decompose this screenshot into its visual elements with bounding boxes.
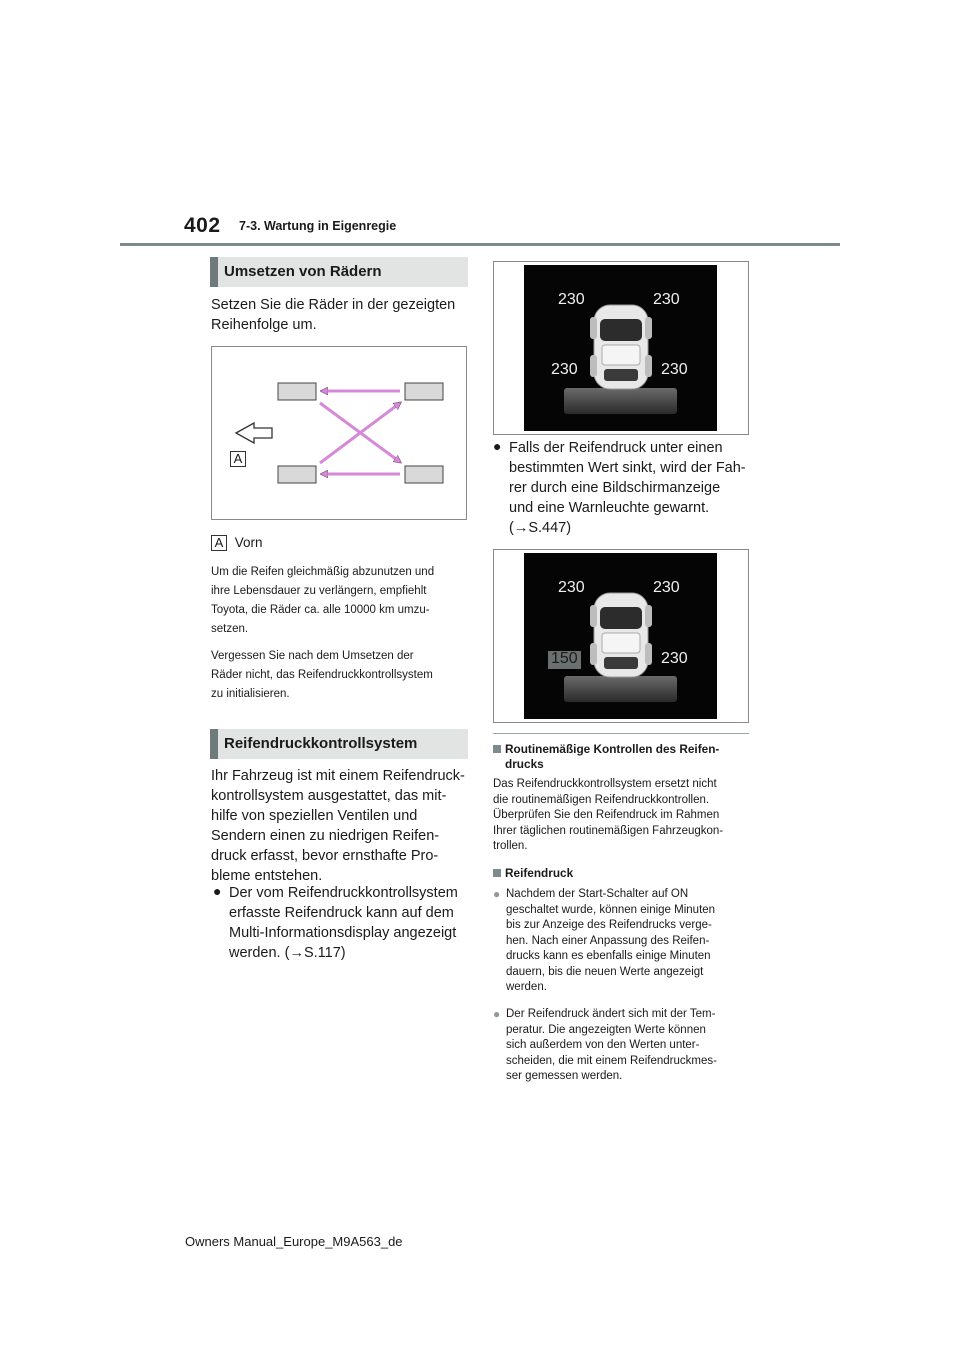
pressure-front-right: 230	[653, 291, 680, 308]
tire-pressure-note-1: Nachdem der Start-Schalter auf ON geschaltet wurde, können einige Minuten bis zur Anzeige des Reifendrucks verge- hen. Nach einer Anpassung des Reifen- drucks kann es ebenfalls einige Minuten dauern, bis die neuen Werte angezeigt werden.	[506, 888, 716, 993]
note-rotation-interval: Um die Reifen gleichmäßig abzunutzen und ihre Lebensdauer zu verlängern, empfiehlt Toyota, die Räder ca. alle 10000 km umzu- setzen.	[211, 566, 435, 635]
bullet-dot: ●	[493, 438, 502, 454]
legend	[211, 533, 263, 553]
wheel-rotation-figure	[211, 346, 467, 520]
figure-label-a: A	[230, 451, 246, 467]
routine-checks-text: Das Reifendruckkontrollsystem ersetzt nicht die routinemäßigen Reifendruckkontrollen. Überprüfen Sie den Reifendruck im Rahmen Ihrer täglichen routinemäßigen Fahrzeugkon- trollen.	[493, 778, 724, 852]
note-initialize: Vergessen Sie nach dem Umsetzen der Räder nicht, das Reifendruckkontrollsystem zu initialisieren.	[211, 650, 433, 700]
intro-line: Setzen Sie die Räder in der gezeigten	[211, 297, 456, 313]
tire-pressure-note-2: Der Reifendruck ändert sich mit der Tem- peratur. Die angezeigten Werte können sich außerdem von den Werten unter- scheiden, die mit einem Reifendruckmes- ser gemessen werden.	[506, 1008, 717, 1082]
pressure-front-left: 230	[558, 579, 585, 596]
warning-bullet: Falls der Reifendruck unter einen bestimmten Wert sinkt, wird der Fah- rer durch eine Bildschirmanzeige und eine Warnleuchte gewarnt. (→S.447)	[509, 440, 746, 536]
car-top-view-icon	[524, 553, 717, 719]
heading-reifendruckkontrollsystem: Reifendruckkontrollsystem	[210, 729, 468, 759]
tpms-intro-paragraph: Ihr Fahrzeug ist mit einem Reifendruck- kontrollsystem ausgestattet, das mit- hilfe von speziellen Ventilen und Sendern einen zu niedrigen Reifen- druck erfasst, bevor ernsthafte Pro- bleme entstehen.	[211, 768, 465, 884]
wheel-rear-left	[278, 466, 316, 483]
pressure-rear-left-low: 150	[551, 650, 578, 667]
header-rule	[120, 243, 840, 246]
pressure-front-right: 230	[653, 579, 680, 596]
legend-text: Vorn	[234, 535, 263, 550]
square-marker	[493, 745, 501, 753]
pressure-front-left: 230	[558, 291, 585, 308]
wheel-rear-right	[405, 466, 443, 483]
divider	[493, 733, 749, 734]
bullet-dot: ●	[213, 883, 222, 899]
car-top-view-icon	[524, 265, 717, 431]
tire-pressure-display-normal	[493, 261, 749, 435]
wheel-rotation-diagram	[212, 347, 466, 519]
front-direction-arrow-icon	[236, 423, 272, 443]
section-title: 7-3. Wartung in Eigenregie	[239, 219, 397, 233]
pressure-rear-right: 230	[661, 650, 688, 667]
heading-umsetzen: Umsetzen von Rädern	[210, 257, 468, 287]
subheading-routine-checks: Routinemäßige Kontrollen des Reifen- drucks	[493, 742, 719, 771]
intro-paragraph	[211, 295, 455, 335]
wheel-front-right	[405, 383, 443, 400]
tpms-display-bullet: Der vom Reifendruckkontrollsystem erfasste Reifendruck kann auf dem Multi-Informationsdisplay angezeigt werden. (→S.117)	[229, 885, 458, 961]
display-screen	[524, 553, 717, 719]
bullet-dot: ●	[493, 1007, 501, 1021]
pressure-rear-right: 230	[661, 361, 688, 378]
legend-label-a: A	[211, 535, 227, 551]
wheel-front-left	[278, 383, 316, 400]
display-screen	[524, 265, 717, 431]
pressure-rear-left: 230	[551, 361, 578, 378]
intro-line: Reihenfolge um.	[211, 317, 317, 333]
square-marker	[493, 869, 501, 877]
tire-pressure-display-low	[493, 549, 749, 723]
subheading-tire-pressure: Reifendruck	[493, 866, 573, 882]
footer-manual-id: Owners Manual_Europe_M9A563_de	[185, 1234, 403, 1249]
page-number: 402	[184, 214, 221, 237]
bullet-dot: ●	[493, 887, 501, 901]
